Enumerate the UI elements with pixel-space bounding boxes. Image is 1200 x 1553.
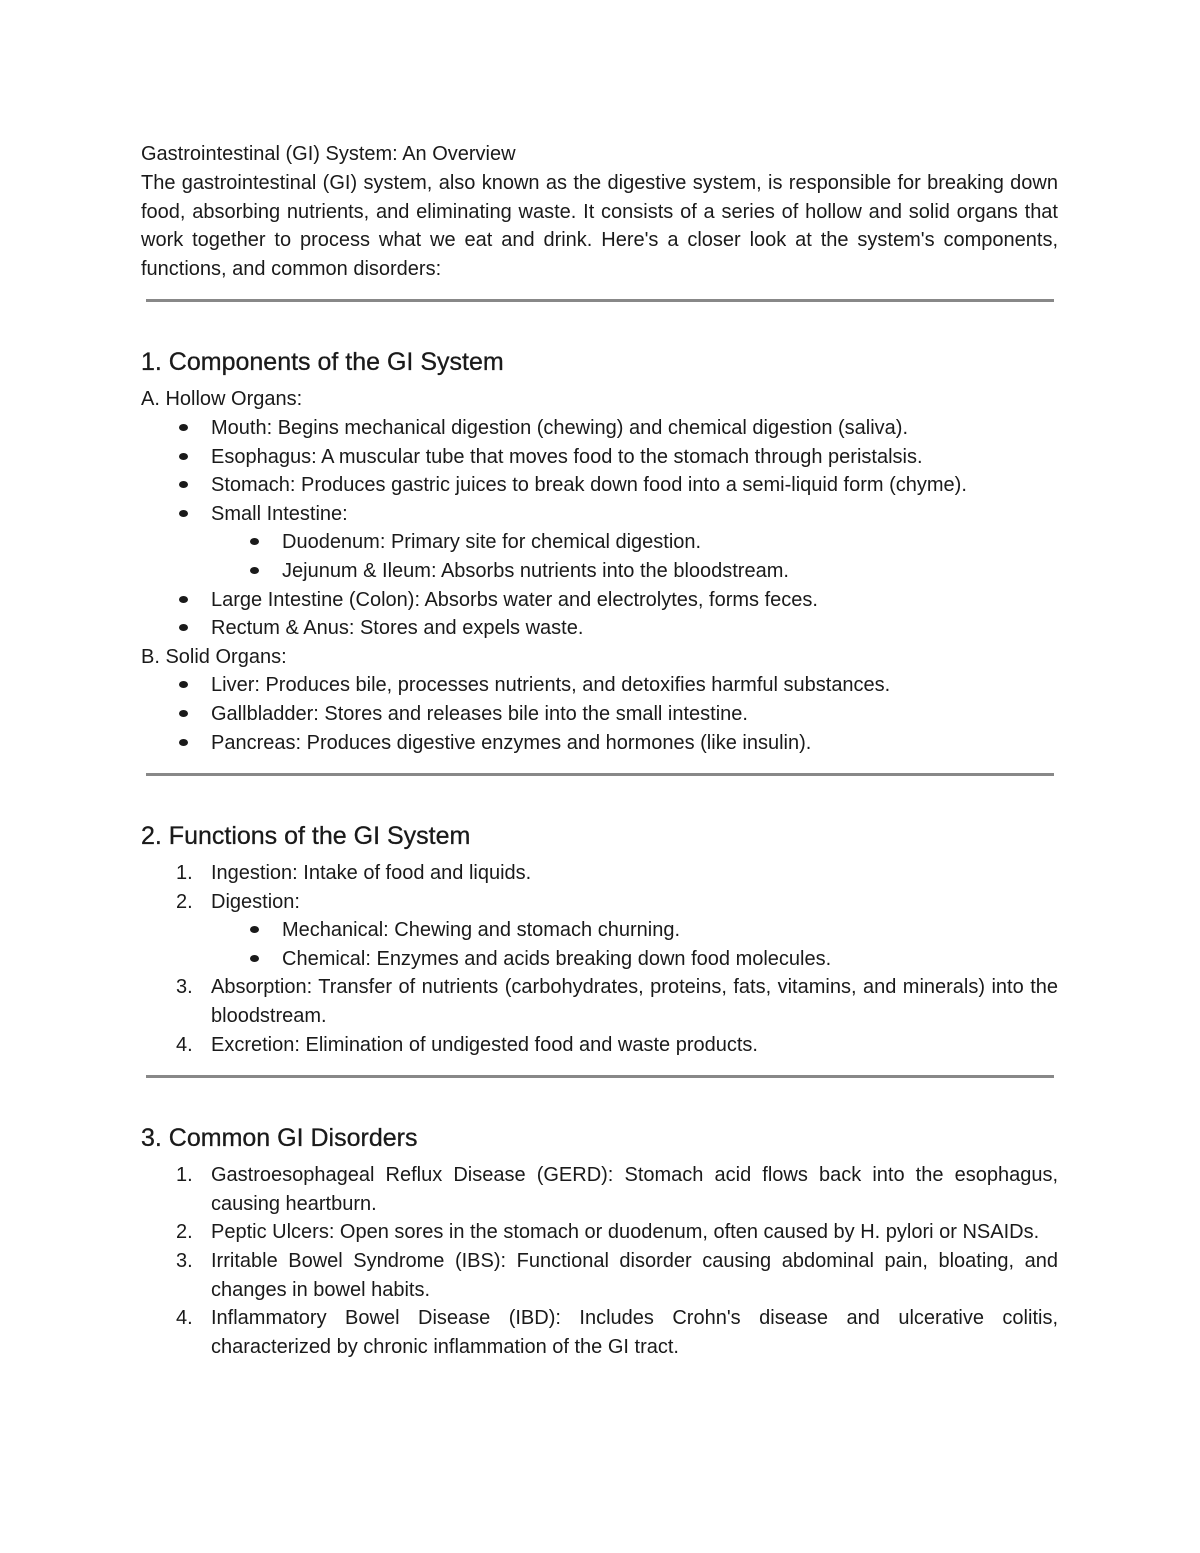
small-intestine-sublist — [141, 528, 1058, 585]
list-item: 3. Absorption: Transfer of nutrients (carbohydrates, proteins, fats, vitamins, and minerals) into the bloodstream. — [176, 976, 1058, 1028]
list-item: Mouth: Begins mechanical digestion (chewing) and chemical digestion (saliva). — [141, 414, 1058, 443]
section-heading-disorders: 3. Common GI Disorders — [141, 1124, 418, 1153]
list-item: Esophagus: A muscular tube that moves food to the stomach through peristalsis. — [141, 443, 1058, 472]
list-item: Gallbladder: Stores and releases bile into the small intestine. — [141, 700, 1058, 729]
list-item: Chemical: Enzymes and acids breaking down food molecules. — [141, 945, 1058, 974]
bullet-icon — [179, 681, 188, 688]
bullet-icon — [179, 624, 188, 631]
hollow-organs-list-cont — [141, 586, 1058, 643]
list-item: 2. Peptic Ulcers: Open sores in the stomach or duodenum, often caused by H. pylori or NSAIDs. — [176, 1221, 1040, 1244]
hollow-organs-list — [141, 414, 1058, 528]
list-item: Stomach: Produces gastric juices to break down food into a semi-liquid form (chyme). — [141, 471, 1058, 500]
bullet-icon — [179, 739, 188, 746]
list-item: Small Intestine: — [141, 500, 1058, 529]
list-item: Pancreas: Produces digestive enzymes and hormones (like insulin). — [141, 729, 1058, 758]
section-heading-components: 1. Components of the GI System — [141, 348, 504, 377]
section-divider — [146, 1075, 1054, 1078]
list-item: 4. Inflammatory Bowel Disease (IBD): Includes Crohn's disease and ulcerative colitis, characterized by chronic inflammation of the GI tract. — [176, 1307, 1058, 1358]
functions-list-cont — [141, 973, 1058, 1059]
functions-list — [141, 859, 1058, 916]
list-item: Jejunum & Ileum: Absorbs nutrients into the bloodstream. — [141, 557, 1058, 586]
bullet-icon — [179, 453, 188, 460]
bullet-icon — [250, 955, 259, 962]
list-item: 1. Gastroesophageal Reflux Disease (GERD): Stomach acid flows back into the esophagus, causing heartburn. — [176, 1164, 1058, 1215]
section-heading-functions: 2. Functions of the GI System — [141, 822, 471, 851]
list-item: Large Intestine (Colon): Absorbs water and electrolytes, forms feces. — [141, 586, 1058, 615]
hollow-organs-label: A. Hollow Organs: — [141, 388, 303, 411]
bullet-icon — [179, 710, 188, 717]
document-title: Gastrointestinal (GI) System: An Overview — [141, 143, 516, 165]
bullet-icon — [179, 481, 188, 488]
list-item: Rectum & Anus: Stores and expels waste. — [141, 614, 1058, 643]
intro-paragraph: The gastrointestinal (GI) system, also known as the digestive system, is responsible for breaking down food, absorbing nutrients, and eliminating waste. It consists of a series of hollow and solid organs that work together to process what we eat and drink. Here's a closer look at the system's components, functions, and common disorders: — [141, 172, 1058, 280]
bullet-icon — [179, 424, 188, 431]
bullet-icon — [250, 538, 259, 545]
list-item: Mechanical: Chewing and stomach churning. — [141, 916, 1058, 945]
document-page — [141, 140, 1058, 1361]
list-item: 1. Ingestion: Intake of food and liquids. — [176, 862, 532, 885]
list-item: 3. Irritable Bowel Syndrome (IBS): Functional disorder causing abdominal pain, bloating, and changes in bowel habits. — [176, 1250, 1058, 1301]
list-item: 2. Digestion: — [176, 890, 300, 913]
section-divider — [146, 299, 1054, 302]
solid-organs-label: B. Solid Organs: — [141, 645, 287, 668]
bullet-icon — [179, 510, 188, 517]
list-item: 4. Excretion: Elimination of undigested food and waste products. — [176, 1033, 758, 1056]
bullet-icon — [250, 567, 259, 574]
section-divider — [146, 773, 1054, 776]
list-item: Duodenum: Primary site for chemical digestion. — [141, 528, 1058, 557]
bullet-icon — [179, 596, 188, 603]
disorders-list — [141, 1161, 1058, 1361]
bullet-icon — [250, 926, 259, 933]
solid-organs-list — [141, 671, 1058, 757]
list-item: Liver: Produces bile, processes nutrients, and detoxifies harmful substances. — [141, 671, 1058, 700]
digestion-sublist — [141, 916, 1058, 973]
